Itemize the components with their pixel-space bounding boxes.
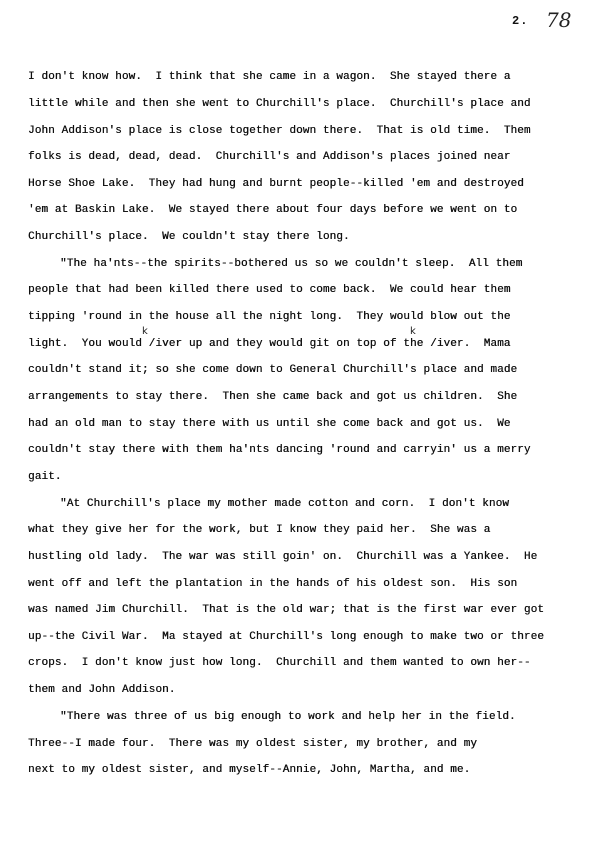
handwritten-correction: k bbox=[410, 326, 416, 337]
text-line: went off and left the plantation in the hands of his oldest son. His son bbox=[28, 578, 518, 590]
text-line: 'em at Baskin Lake. We stayed there about four days before we went on to bbox=[28, 204, 518, 216]
text-line: hustling old lady. The war was still goin' on. Churchill was a Yankee. He bbox=[28, 551, 538, 563]
text-line: up--the Civil War. Ma stayed at Churchill's long enough to make two or three bbox=[28, 631, 544, 643]
text-line: them and John Addison. bbox=[28, 684, 176, 696]
text-line: couldn't stand it; so she come down to General Churchill's place and made bbox=[28, 364, 518, 376]
text-line: John Addison's place is close together down there. That is old time. Them bbox=[28, 125, 531, 137]
text-line: Horse Shoe Lake. They had hung and burnt people--killed 'em and destroyed bbox=[28, 178, 524, 190]
text-line: crops. I don't know just how long. Churchill and them wanted to own her-- bbox=[28, 657, 531, 669]
text-line: folks is dead, dead, dead. Churchill's and Addison's places joined near bbox=[28, 151, 511, 163]
text-line: "The ha'nts--the spirits--bothered us so we couldn't sleep. All them bbox=[60, 258, 523, 270]
text-line: people that had been killed there used to come back. We could hear them bbox=[28, 284, 511, 296]
text-line: Three--I made four. There was my oldest sister, my brother, and my bbox=[28, 738, 477, 750]
text-line: "There was three of us big enough to work and help her in the field. bbox=[60, 711, 516, 723]
text-line: I don't know how. I think that she came in a wagon. She stayed there a bbox=[28, 71, 511, 83]
text-line: next to my oldest sister, and myself--Annie, John, Martha, and me. bbox=[28, 764, 471, 776]
handwritten-folio-number: 78 bbox=[546, 8, 572, 32]
text-line: little while and then she went to Churchill's place. Churchill's place and bbox=[28, 98, 531, 110]
text-line: tipping 'round in the house all the night long. They would blow out the bbox=[28, 311, 511, 323]
text-line: had an old man to stay there with us until she come back and got us. We bbox=[28, 418, 511, 430]
text-line: couldn't stay there with them ha'nts dancing 'round and carryin' us a merry bbox=[28, 444, 531, 456]
text-line: arrangements to stay there. Then she came back and got us children. She bbox=[28, 391, 518, 403]
page-number: 2. bbox=[512, 14, 529, 28]
text-line: what they give her for the work, but I know they paid her. She was a bbox=[28, 524, 491, 536]
text-line: "At Churchill's place my mother made cotton and corn. I don't know bbox=[60, 498, 509, 510]
text-line: light. You would /iver up and they would git on top of the /iver. Mama bbox=[28, 338, 511, 350]
text-line: was named Jim Churchill. That is the old war; that is the first war ever got bbox=[28, 604, 544, 616]
handwritten-correction: k bbox=[142, 326, 148, 337]
text-line: gait. bbox=[28, 471, 62, 483]
text-line: Churchill's place. We couldn't stay there long. bbox=[28, 231, 350, 243]
